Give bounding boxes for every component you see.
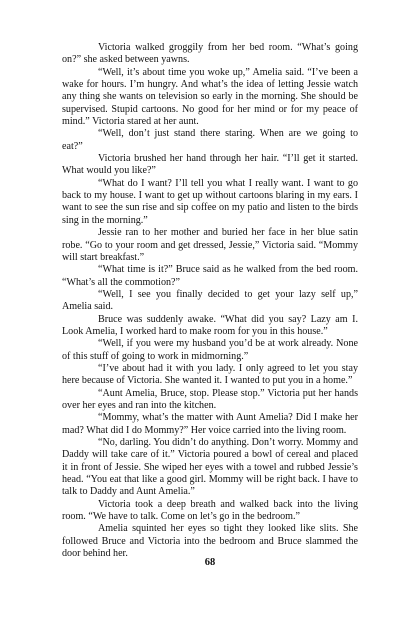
page-body <box>62 42 358 560</box>
paragraph: Jessie ran to her mother and buried her face in her blue satin robe. “Go to your room and get dressed, Jessie,” Victoria said. “Mommy will start breakfast.” <box>62 227 358 263</box>
page-number: 68 <box>204 557 216 568</box>
paragraph: Victoria took a deep breath and walked back into the living room. “We have to talk. Come on let’s go in the bedroom.” <box>62 498 358 523</box>
paragraph: “I’ve about had it with you lady. I only agreed to let you stay here because of Victoria. She wanted it. I wanted to put you in a home.” <box>62 362 358 387</box>
paragraph: “Well, I see you finally decided to get your lazy self up,” Amelia said. <box>62 288 358 313</box>
paragraph: “What time is it?” Bruce said as he walked from the bed room. “What’s all the commotion?” <box>62 264 358 288</box>
paragraph: “Well, if you were my husband you’d be at work already. None of this stuff of going to work in midmorning.” <box>62 338 358 362</box>
paragraph: Victoria walked groggily from her bed room. “What’s going on?” she asked between yawns. <box>62 42 358 66</box>
paragraph: “Well, don’t just stand there staring. When are we going to eat?” <box>62 128 358 152</box>
paragraph: “No, darling. You didn’t do anything. Don’t worry. Mommy and Daddy will take care of it.” Victoria poured a bowl of cereal and placed it in front of Jessie. She wiped her eyes with a towel and rubbed Jessie’s head. “You eat that like a good girl. Mommy will be right back. I have to talk to Daddy and Aunt Amelia.” <box>62 437 358 498</box>
paragraph: “Well, it’s about time you woke up,” Amelia said. “I’ve been a wake for hours. I’m hungry. And what’s the idea of letting Jessie watch any thing she wants on television so early in the morning. She should be supervised. Stupid cartoons. No good for her mind or for my peace of mind.” Victoria stared at her aunt. <box>62 66 358 128</box>
paragraph: “Aunt Amelia, Bruce, stop. Please stop.” Victoria put her hands over her eyes and ran into the kitchen. <box>62 387 358 411</box>
paragraph: Bruce was suddenly awake. “What did you say? Lazy am I. Look Amelia, I worked hard to make room for you in this house.” <box>62 313 358 337</box>
paragraph: Amelia squinted her eyes so tight they looked like slits. She followed Bruce and Victoria into the bedroom and Bruce slammed the door behind her. <box>62 523 358 560</box>
paragraph: “What do I want? I’ll tell you what I really want. I want to go back to my house. I want to get up without cartoons blaring in my ears. I want to see the sun rise and sip coffee on my patio and listen to the birds sing in the morning.” <box>62 177 358 226</box>
paragraph: “Mommy, what’s the matter with Aunt Amelia? Did I make her mad? What did I do Mommy?” Her voice carried into the living room. <box>62 412 358 436</box>
paragraph: Victoria brushed her hand through her hair. “I’ll get it started. What would you like?” <box>62 153 358 177</box>
